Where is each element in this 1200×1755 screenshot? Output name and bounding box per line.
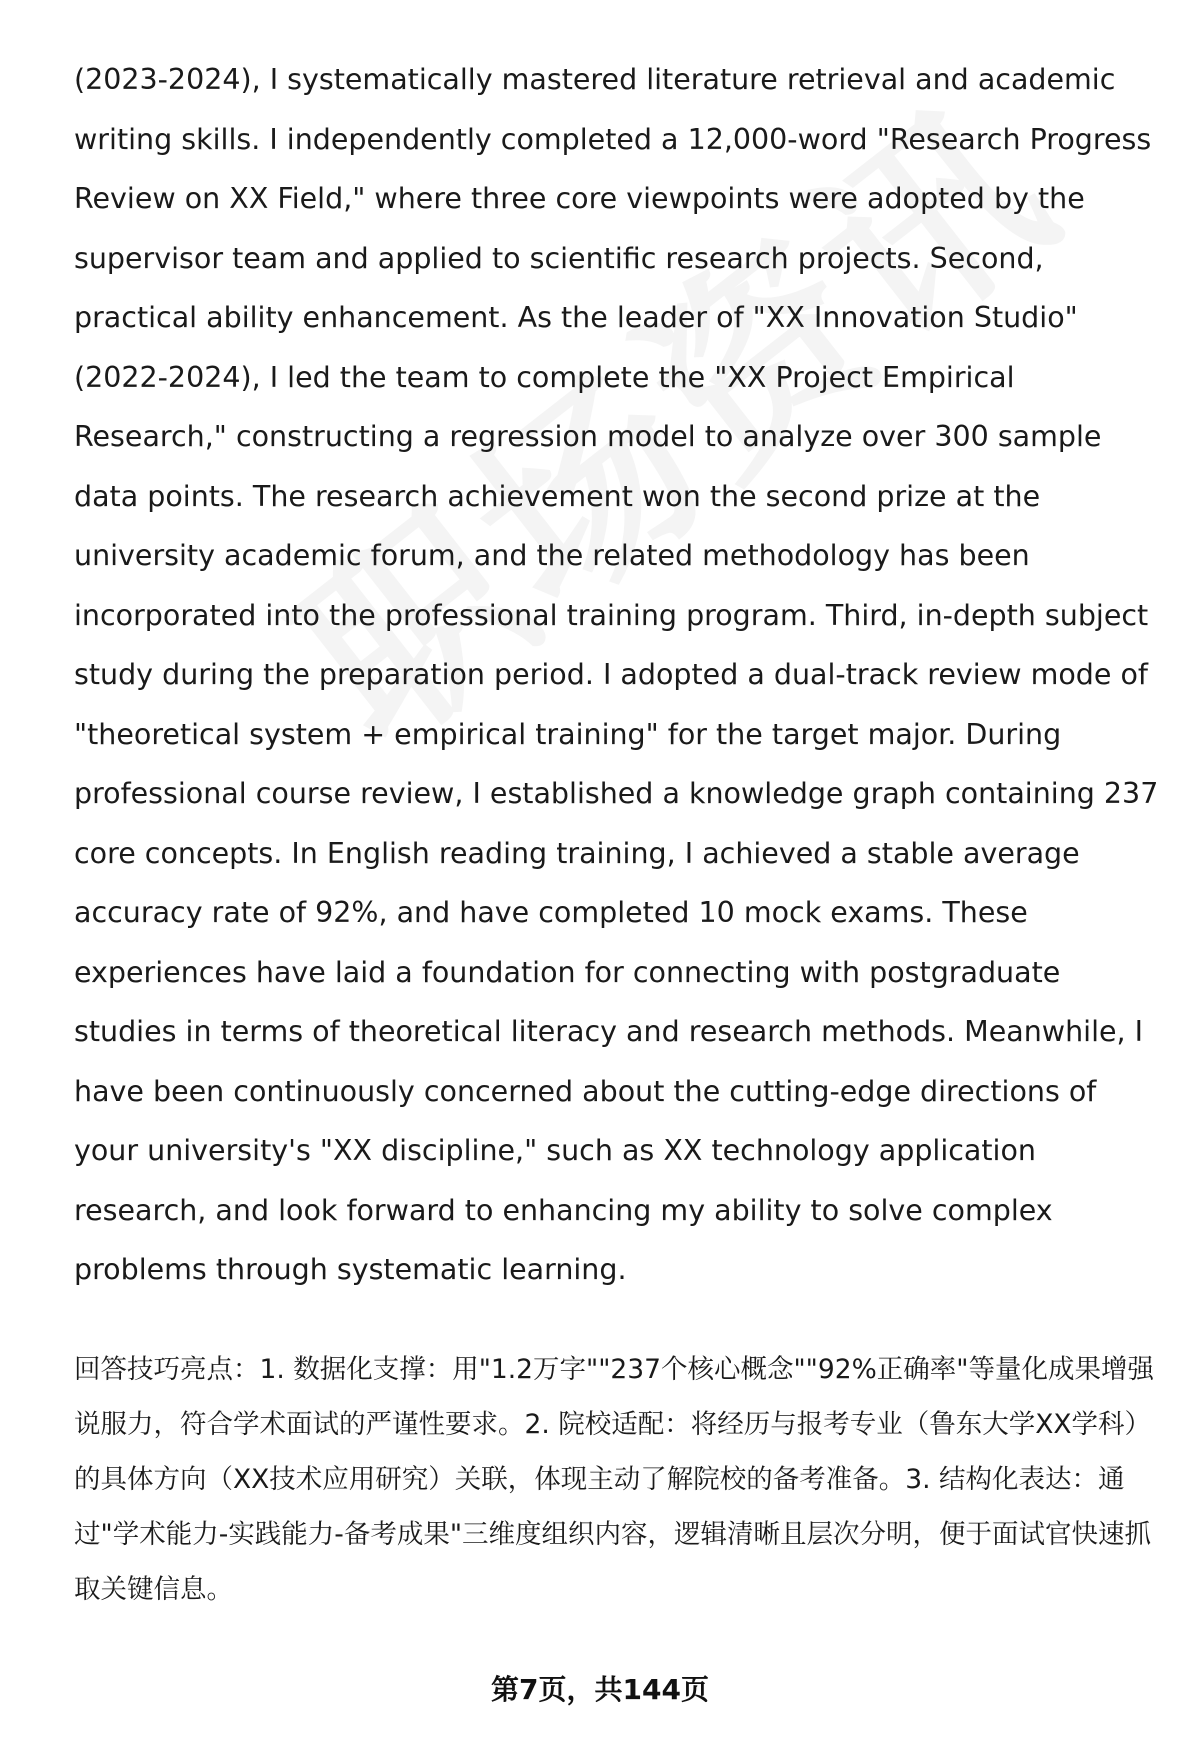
page-content [74, 50, 1164, 1617]
body-paragraph: (2023-2024), I systematically mastered literature retrieval and academic writing skills. I independently completed a 12,000-word "Research Progress Review on XX Field," where three core viewpoints were adopted by the supervisor team and applied to scientific research projects. Second, practical ability enhancement. As the leader of "XX Innovation Studio" (2022-2024), I led the team to complete the "XX Project Empirical Research," constructing a regression model to analyze over 300 sample data points. The research achievement won the second prize at the university academic forum, and the related methodology has been incorporated into the professional training program. Third, in-depth subject study during the preparation period. I adopted a dual-track review mode of "theoretical system + empirical training" for the target major. During professional course review, I established a knowledge graph containing 237 core concepts. In English reading training, I achieved a stable average accuracy rate of 92%, and have completed 10 mock exams. These experiences have laid a foundation for connecting with postgraduate studies in terms of theoretical literacy and research methods. Meanwhile, I have been continuously concerned about the cutting-edge directions of your university's "XX discipline," such as XX technology application research, and look forward to enhancing my ability to solve complex problems through systematic learning. [74, 63, 1159, 1286]
page-number: 第7页，共144页 [491, 1673, 709, 1706]
tips-paragraph: 回答技巧亮点：1. 数据化支撑：用"1.2万字""237个核心概念""92%正确率"等量化成果增强说服力，符合学术面试的严谨性要求。2. 院校适配：将经历与报考专业（鲁东大学XX学科）的具体方向（XX技术应用研究）关联，体现主动了解院校的备考准备。3. 结构化表达：通过"学术能力-实践能力-备考成果"三维度组织内容，逻辑清晰且层次分明，便于面试官快速抓取关键信息。 [74, 1353, 1154, 1605]
